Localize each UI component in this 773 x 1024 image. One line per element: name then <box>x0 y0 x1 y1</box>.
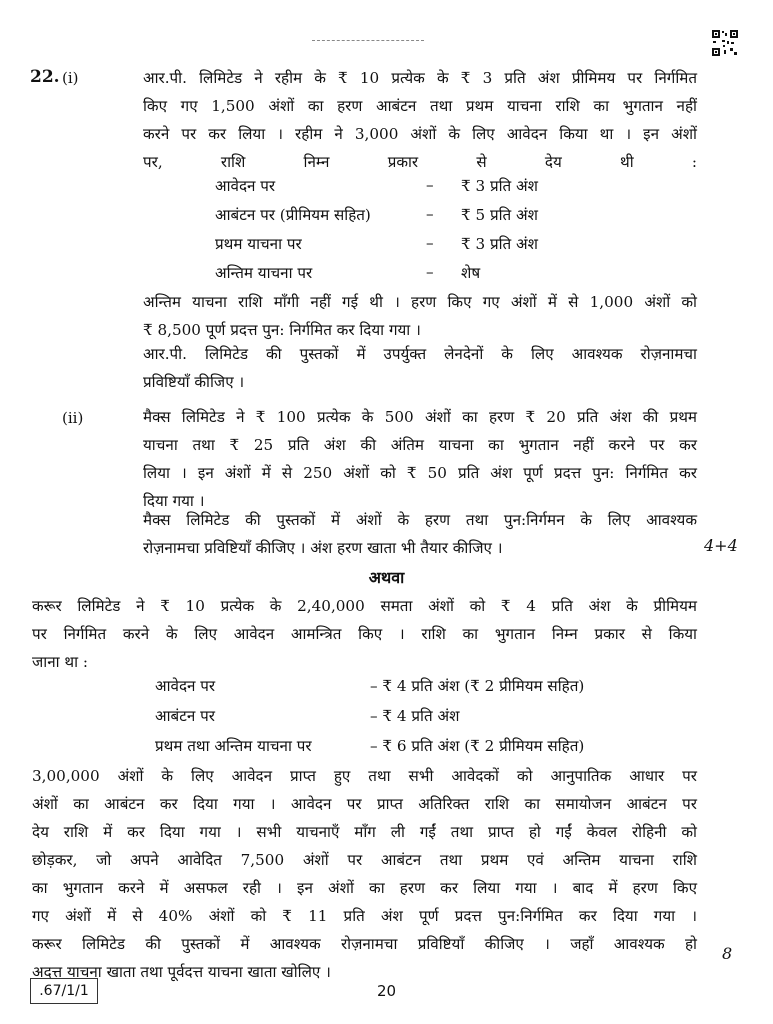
schedule-label: आबंटन पर <box>155 707 215 725</box>
schedule-value: – ₹ 6 प्रति अंश (₹ 2 प्रीमियम सहित) <box>370 737 585 755</box>
text-line: पर, राशि निम्न प्रकार से देय थी : <box>143 153 697 171</box>
text-line: पर निर्गमित करने के लिए आवेदन आमन्त्रित किए । राशि का भुगतान निम्न प्रकार से किया <box>32 625 697 643</box>
part-ii-text <box>143 403 697 515</box>
or-heading: अथवा <box>368 568 405 587</box>
text-line: प्रविष्टियाँ कीजिए । <box>143 373 245 391</box>
page-number: 20 <box>376 982 397 1000</box>
text-line: लिया । इन अंशों में से 250 अंशों को ₹ 50 प्रति अंश पूर्ण प्रदत्त पुन: निर्गमित कर <box>143 464 697 482</box>
text-line: आर.पी. लिमिटेड की पुस्तकों में उपर्युक्त लेनदेनों के लिए आवश्यक रोज़नामचा <box>143 345 697 363</box>
text-line: मैक्स लिमिटेड की पुस्तकों में अंशों के हरण तथा पुन:निर्गमन के लिए आवश्यक <box>143 511 697 529</box>
text-line: जाना था : <box>32 653 88 671</box>
schedule-value: ₹ 5 प्रति अंश <box>461 206 538 224</box>
part-ii-label: (ii) <box>62 409 84 427</box>
question-number: 22. <box>30 67 60 87</box>
schedule-value: ₹ 3 प्रति अंश <box>461 235 538 253</box>
text-line: गए अंशों में से 40% अंशों को ₹ 11 प्रति अंश पूर्ण प्रदत्त पुन:निर्गमित कर दिया गया । <box>32 907 697 925</box>
schedule-value: शेष <box>461 264 481 282</box>
text-line: आर.पी. लिमिटेड ने रहीम के ₹ 10 प्रत्येक के ₹ 3 प्रति अंश प्रीमिमय पर निर्गमित <box>143 69 697 87</box>
text-line: करने पर कर लिया । रहीम ने 3,000 अंशों के लिए आवेदन किया था । इन अंशों <box>143 125 697 143</box>
text-line: अदत्त याचना खाता तथा पूर्वदत्त याचना खाता खोलिए । <box>32 963 331 981</box>
paper-code: .67/1/1 <box>30 978 98 1004</box>
schedule-label: आबंटन पर (प्रीमियम सहित) <box>215 206 371 224</box>
text-line: छोड़कर, जो अपने आवेदित 7,500 अंशों पर आबंटन तथा प्रथम एवं अन्तिम याचना राशि <box>32 851 697 869</box>
text-line: याचना तथा ₹ 25 प्रति अंश की अंतिम याचना का भुगतान नहीं करने पर कर <box>143 436 697 454</box>
schedule-label: आवेदन पर <box>155 677 216 695</box>
alt-intro <box>32 592 697 676</box>
marks-allocation: 8 <box>722 944 733 963</box>
qr-code-icon <box>712 30 738 56</box>
alt-body <box>32 762 697 986</box>
schedule-dash: – <box>426 263 434 281</box>
text-line: 3,00,000 अंशों के लिए आवेदन प्राप्त हुए तथा सभी आवेदकों को आनुपातिक आधार पर <box>32 767 697 785</box>
schedule-value: – ₹ 4 प्रति अंश (₹ 2 प्रीमियम सहित) <box>370 677 585 695</box>
text-line: का भुगतान करने में असफल रही । इन अंशों का हरण कर लिया गया । बाद में हरण किए <box>32 879 697 897</box>
text-line: मैक्स लिमिटेड ने ₹ 100 प्रत्येक के 500 अंशों का हरण ₹ 20 प्रति अंश की प्रथम <box>143 408 697 426</box>
schedule-label: प्रथम तथा अन्तिम याचना पर <box>155 737 312 755</box>
schedule-value: – ₹ 4 प्रति अंश <box>370 707 460 725</box>
text-line: करूर लिमिटेड की पुस्तकों में आवश्यक रोज़नामचा प्रविष्टियाँ कीजिए । जहाँ आवश्यक हो <box>32 935 697 953</box>
part-i-intro <box>143 64 697 176</box>
schedule-value: ₹ 3 प्रति अंश <box>461 177 538 195</box>
text-line: अन्तिम याचना राशि माँगी नहीं गई थी । हरण किए गए अंशों में से 1,000 अंशों को <box>143 293 697 311</box>
schedule-dash: – <box>426 234 434 252</box>
text-line: रोज़नामचा प्रविष्टियाँ कीजिए । अंश हरण खाता भी तैयार कीजिए । <box>143 539 503 557</box>
header-dashed-line <box>312 40 424 41</box>
part-i-label: (i) <box>62 69 79 87</box>
schedule-label: अन्तिम याचना पर <box>215 264 313 282</box>
marks-allocation: 4+4 <box>704 536 738 555</box>
schedule-dash: – <box>426 176 434 194</box>
text-line: दिया गया । <box>143 492 205 510</box>
part-ii-instruction <box>143 506 697 562</box>
schedule-label: आवेदन पर <box>215 177 276 195</box>
part-i-instruction <box>143 340 697 396</box>
text-line: देय राशि में कर दिया गया । सभी याचनाएँ माँग ली गईं तथा प्राप्त हो गईं केवल रोहिनी को <box>32 823 697 841</box>
text-line: करूर लिमिटेड ने ₹ 10 प्रत्येक के 2,40,000 समता अंशों को ₹ 4 प्रति अंश के प्रीमियम <box>32 597 697 615</box>
schedule-dash: – <box>426 205 434 223</box>
part-i-reissue <box>143 288 697 344</box>
text-line: ₹ 8,500 पूर्ण प्रदत्त पुन: निर्गमित कर दिया गया । <box>143 321 421 339</box>
text-line: अंशों का आबंटन कर दिया गया । आवेदन पर प्राप्त अतिरिक्त राशि का समायोजन आबंटन पर <box>32 795 697 813</box>
text-line: किए गए 1,500 अंशों का हरण आबंटन तथा प्रथम याचना राशि का भुगतान नहीं <box>143 97 697 115</box>
schedule-label: प्रथम याचना पर <box>215 235 302 253</box>
